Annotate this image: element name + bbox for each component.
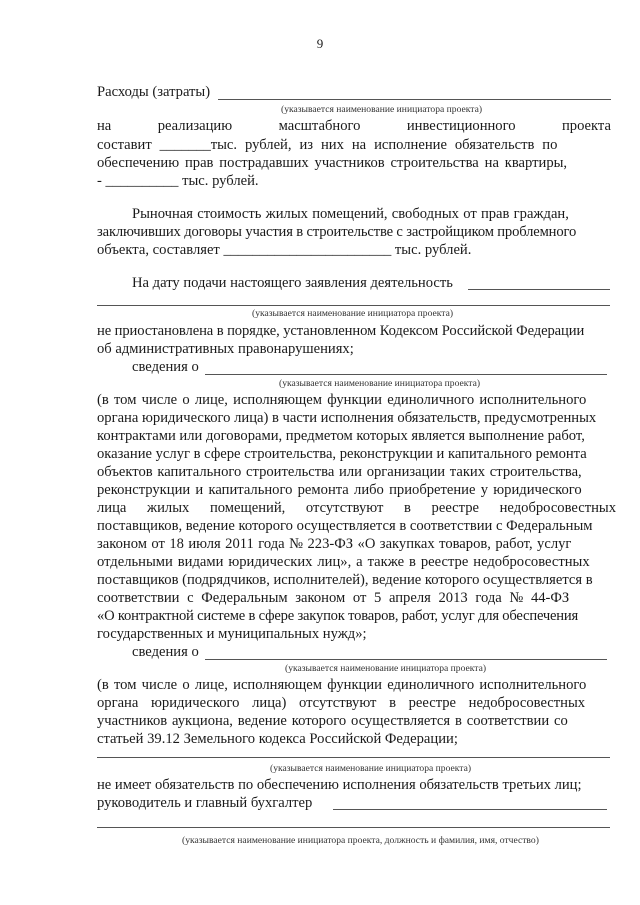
activity-line: На дату подачи настоящего заявления деятельность <box>132 275 453 291</box>
page-number: 9 <box>316 36 324 51</box>
registry-line: поставщиков (подрядчиков, исполнителей), ведение которого осуществляется в <box>97 572 593 588</box>
activity-blank-line-2 <box>97 305 610 306</box>
registry-line: «О контрактной системе в сфере закупок товаров, работ, услуг для обеспечения <box>97 608 579 624</box>
market-value-line-3: объекта, составляет _______________________ тыс. рублей. <box>97 242 472 258</box>
registry-line: объектов капитального строительства или организации таких строительства, <box>97 464 582 480</box>
expenses-label: Расходы (затраты) <box>97 84 211 100</box>
registry-line: законом от 18 июля 2011 года № 223-ФЗ «О закупках товаров, работ, услуг <box>97 536 572 552</box>
registry-line: (в том числе о лице, исполняющем функции единоличного исполнительного <box>97 392 587 408</box>
not-suspended-line-2: об административных правонарушениях; <box>97 341 354 357</box>
info-blank-line-1 <box>205 374 607 375</box>
auction-line: статьей 39.12 Земельного кодекса Российской Федерации; <box>97 731 458 747</box>
no-obligations-line: не имеет обязательств по обеспечению исполнения обязательств третьих лиц; <box>97 777 582 793</box>
auction-line: участников аукциона, ведение которого осуществляется в соответствии со <box>97 713 568 729</box>
final-blank-line <box>97 827 610 828</box>
info-blank-line-2 <box>205 659 607 660</box>
registry-line: соответствии с Федеральным законом от 5 апреля 2013 года № 44-ФЗ <box>97 590 570 606</box>
caption-initiator-position: (указывается наименование инициатора проекта, должность и фамилия, имя, отчество) <box>182 835 539 846</box>
market-value-line-1: Рыночная стоимость жилых помещений, свободных от прав граждан, <box>132 206 569 222</box>
caption-initiator-1: (указывается наименование инициатора проекта) <box>281 104 483 115</box>
head-accountant-blank-line <box>333 809 607 810</box>
amount-line-3: - __________ тыс. рублей. <box>97 173 259 189</box>
word-project: проекта <box>561 118 611 134</box>
registry-line: оказание услуг в сфере строительства, реконструкции и капитального ремонта <box>97 446 587 462</box>
head-accountant-label: руководитель и главный бухгалтер <box>97 795 313 811</box>
initiator-blank-line-5 <box>97 757 610 758</box>
caption-initiator-5: (указывается наименование инициатора проекта) <box>270 763 472 774</box>
registry-line: отдельными видами юридических лиц», а также в реестре недобросовестных <box>97 554 590 570</box>
info-about-2: сведения о <box>132 644 199 660</box>
registry-line: государственных и муниципальных нужд»; <box>97 626 367 642</box>
word-realization: реализацию <box>157 118 233 134</box>
market-value-line-2: заключивших договоры участия в строительстве с застройщиком проблемного <box>97 224 577 240</box>
word-investment: инвестиционного <box>406 118 516 134</box>
auction-line: органа юридического лица) отсутствуют в реестре недобросовестных <box>97 695 586 711</box>
caption-initiator-3: (указывается наименование инициатора проекта) <box>279 378 481 389</box>
info-about-1: сведения о <box>132 359 199 375</box>
word-na: на <box>97 118 112 134</box>
auction-line: (в том числе о лице, исполняющем функции единоличного исполнительного <box>97 677 587 693</box>
registry-line: контрактами или договорами, предметом которых является выполнение работ, <box>97 428 585 444</box>
not-suspended-line-1: не приостановлена в порядке, установленном Кодексом Российской Федерации <box>97 323 585 339</box>
expenses-blank-line <box>218 99 611 100</box>
registry-line: лица жилых помещений, отсутствуют в реестре недобросовестных <box>97 500 617 516</box>
word-large-scale: масштабного <box>278 118 361 134</box>
registry-line: реконструкции и капитального ремонта либо приобретение у юридического <box>97 482 582 498</box>
amount-line-1: составит _______тыс. рублей, из них на исполнение обязательств по <box>97 137 558 153</box>
activity-blank-line-1 <box>468 289 610 290</box>
registry-line: поставщиков, ведение которого осуществляется в соответствии с Федеральным <box>97 518 593 534</box>
caption-initiator-4: (указывается наименование инициатора проекта) <box>285 663 487 674</box>
registry-line: органа юридического лица) в части исполнения обязательств, предусмотренных <box>97 410 597 426</box>
caption-initiator-2: (указывается наименование инициатора проекта) <box>252 308 454 319</box>
amount-line-2: обеспечению прав пострадавших участников строительства на квартиры, <box>97 155 568 171</box>
implementation-line <box>97 118 611 135</box>
